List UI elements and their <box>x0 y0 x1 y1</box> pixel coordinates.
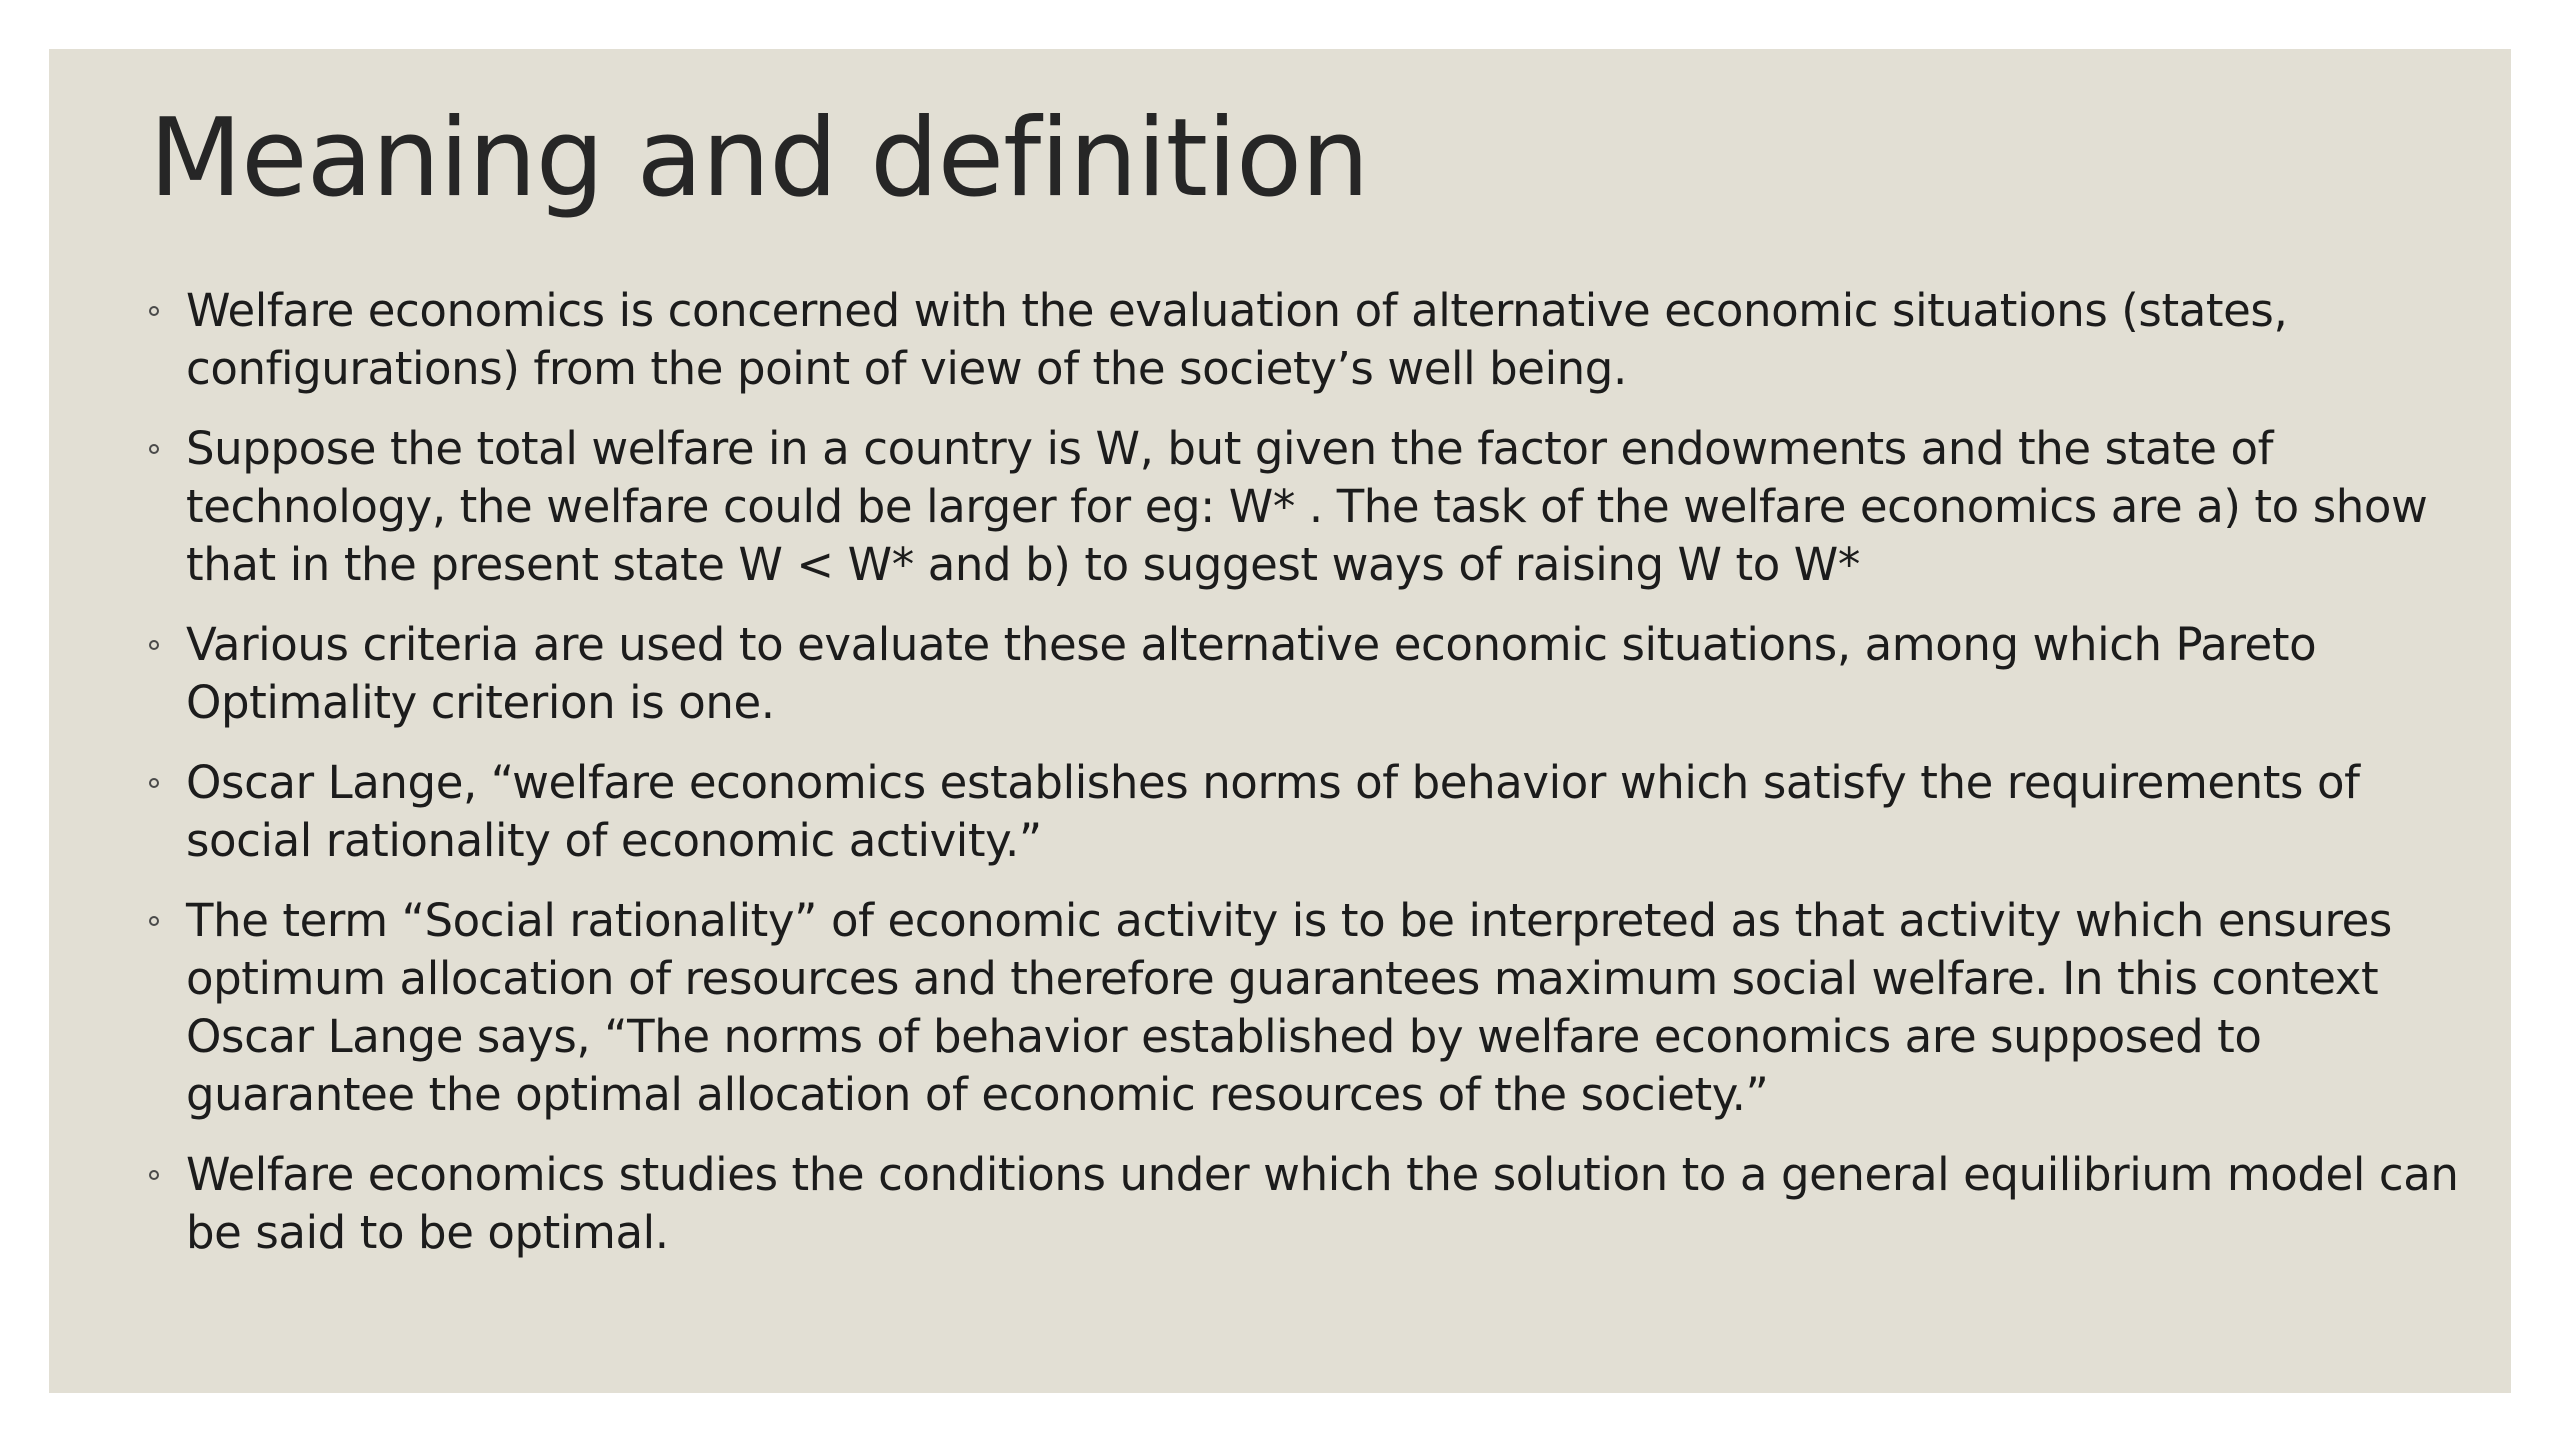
bullet-text: The term “Social rationality” of economic activity is to be interpreted as that activity which ensures optimum allocation of resources and therefore guarantees maximum social welfare. In this context Oscar Lange says, “The norms of behavior established by welfare economics are supposed to guarantee the optimal allocation of economic resources of the society.” <box>186 894 2392 1121</box>
bullet-item <box>149 754 2469 870</box>
slide-title: Meaning and definition <box>149 96 1369 221</box>
bullet-text: Oscar Lange, “welfare economics establishes norms of behavior which satisfy the requirements of social rationality of economic activity.” <box>186 756 2360 867</box>
hollow-circle-bullet-icon <box>149 916 159 926</box>
bullet-text: Various criteria are used to evaluate these alternative economic situations, among which Pareto Optimality criterion is one. <box>186 618 2317 729</box>
bullet-text: Welfare economics studies the conditions under which the solution to a general equilibrium model can be said to be optimal. <box>186 1148 2459 1259</box>
hollow-circle-bullet-icon <box>149 778 159 788</box>
hollow-circle-bullet-icon <box>149 444 159 454</box>
bullet-item <box>149 1146 2469 1262</box>
slide <box>49 49 2511 1393</box>
bullet-list <box>149 282 2469 1284</box>
bullet-item <box>149 420 2469 594</box>
hollow-circle-bullet-icon <box>149 306 159 316</box>
hollow-circle-bullet-icon <box>149 1170 159 1180</box>
bullet-item <box>149 282 2469 398</box>
bullet-text: Welfare economics is concerned with the evaluation of alternative economic situations (states, configurations) from the point of view of the society’s well being. <box>186 284 2288 395</box>
bullet-item <box>149 616 2469 732</box>
bullet-item <box>149 892 2469 1124</box>
bullet-text: Suppose the total welfare in a country is W, but given the factor endowments and the state of technology, the welfare could be larger for eg: W* . The task of the welfare economics are a) to show that in the present state W < W* and b) to suggest ways of raising W to W* <box>186 422 2428 591</box>
hollow-circle-bullet-icon <box>149 640 159 650</box>
